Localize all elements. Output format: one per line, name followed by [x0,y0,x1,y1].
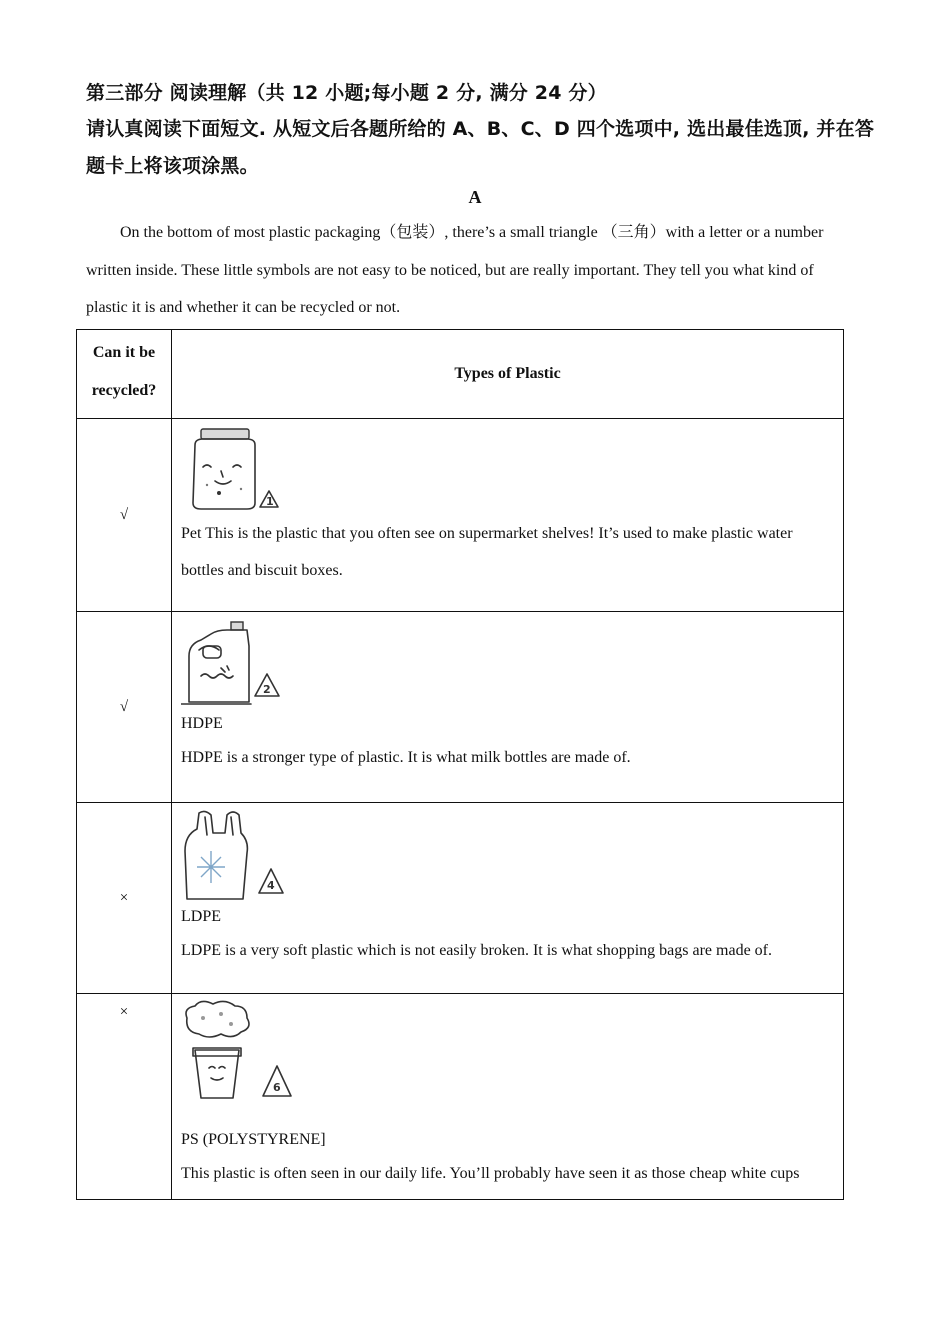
ps-description: This plastic is often seen in our daily life. You’ll probably have seen it as those cheap white cups [181,1165,800,1182]
recyclable-mark: × [77,994,172,1200]
triangle-number: 4 [267,879,275,892]
table-header-row [77,330,844,419]
plastic-cell-ldpe [172,803,844,994]
table-row [77,994,844,1200]
passage-intro-line-3: plastic it is and whether it can be recycled or not. [86,299,401,316]
plastic-cell-ps [172,994,844,1200]
header-types: Types of Plastic [172,330,844,419]
hdpe-description: HDPE is a stronger type of plastic. It is what milk bottles are made of. [181,749,631,766]
pet-text-line-2: bottles and biscuit boxes. [181,562,343,579]
header-recyclable [77,330,172,419]
table-row [77,612,844,803]
plastic-cell-pet [172,419,844,612]
triangle-number: 6 [273,1081,281,1094]
table-row [77,419,844,612]
passage-intro-line-1: On the bottom of most plastic packaging（包装）, there’s a small triangle （三角）with a letter or a number [120,224,824,241]
ldpe-description: LDPE is a very soft plastic which is not easily broken. It is what shopping bags are made of. [181,942,772,959]
instructions-line-2: 题卡上将该项涂黑。 [86,155,259,177]
passage-intro-line-2: written inside. These little symbols are not easy to be noticed, but are really important. They tell you what kind of [86,262,814,279]
recyclable-mark: × [77,803,172,994]
ldpe-name: LDPE [181,908,221,925]
section-title: 第三部分 阅读理解（共 12 小题;每小题 2 分, 满分 24 分） [86,82,607,104]
milk-jug-icon [181,616,291,708]
pet-text-line-1: Pet This is the plastic that you often see on supermarket shelves! It’s used to make plastic water [181,525,793,542]
recyclable-mark: √ [77,612,172,803]
foam-cup-icon [181,998,301,1106]
plastic-types-table [76,329,844,1200]
triangle-number: 2 [263,683,271,696]
hdpe-name: HDPE [181,715,223,732]
ps-name: PS (POLYSTYRENE] [181,1131,326,1148]
plastic-jar-icon [181,423,291,515]
passage-label: A [468,187,482,207]
header-recyclable-line-2: recycled? [91,382,157,399]
header-recyclable-line-1: Can it be [92,344,156,361]
recyclable-mark: √ [77,419,172,612]
instructions-line-1: 请认真阅读下面短文. 从短文后各题所给的 A、B、C、D 四个选项中, 选出最佳选顶, 并在答 [86,118,875,140]
shopping-bag-icon [181,807,291,901]
triangle-number: 1 [266,495,274,508]
table-row [77,803,844,994]
plastic-cell-hdpe [172,612,844,803]
